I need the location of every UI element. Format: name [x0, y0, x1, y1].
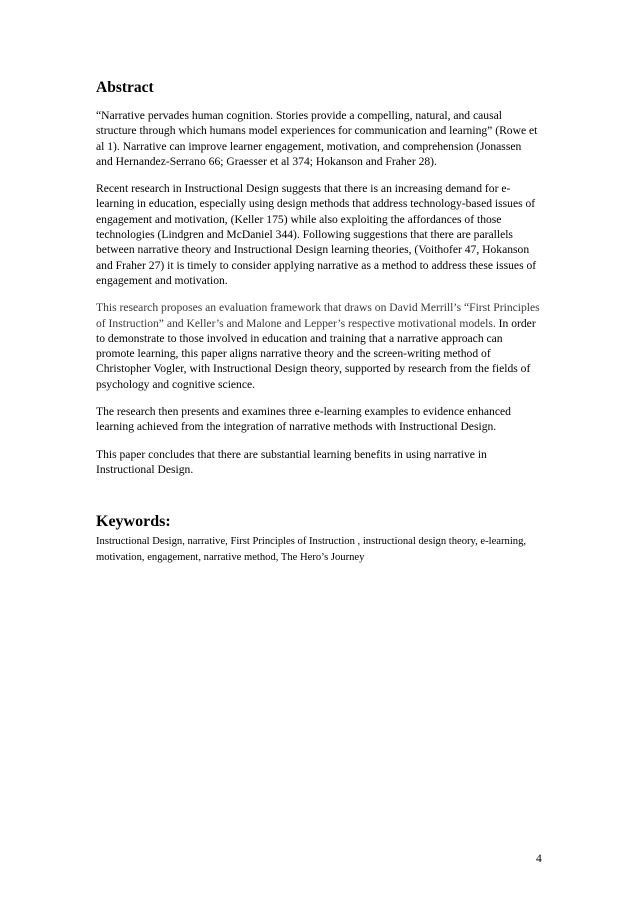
abstract-paragraph-1: “Narrative pervades human cognition. Stories provide a compelling, natural, and causal structure through which humans model experiences for communication and learning” (Rowe et al 1). Narrative can improve learner engagement, motivation, and comprehension (Jonassen and Hernandez-Serrano 66; Graesser et al 374; Hokanson and Fraher 28).: [96, 109, 538, 168]
abstract-paragraph-2: Recent research in Instructional Design suggests that there is an increasing demand for e-learning in education, especially using design methods that address technology-based issues of engagement and motivation, (Keller 175) while also exploiting the affordances of those technologies (Lindgren and McDaniel 344). Following suggestions that there are parallels between narrative theory and Instructional Design learning theories, (Voithofer 47, Hokanson and Fraher 27) it is timely to consider applying narrative as a method to address these issues of engagement and motivation.: [96, 182, 537, 287]
keywords-list: Instructional Design, narrative, First Principles of Instruction , instructional design theory, e-learning, motivation, engagement, narrative method, The Hero’s Journey: [96, 536, 527, 563]
abstract-paragraph-3-rest: In order to demonstrate to those involved in education and training that a narrative approach can promote learning, this paper aligns narrative theory and the screen-writing method of Christopher Vogler, with Instructional Design theory, supported by research from the fields of psychology and cognitive science.: [96, 316, 536, 391]
abstract-heading: Abstract: [96, 79, 154, 96]
page-content: [96, 78, 540, 565]
page-number: 4: [536, 852, 542, 865]
abstract-paragraph-5: This paper concludes that there are substantial learning benefits in using narrative in Instructional Design.: [96, 447, 487, 476]
abstract-paragraph-3-framework: This research proposes an evaluation framework that draws on David Merrill’s “First Principles of Instruction” and Keller’s and Malone and Lepper’s respective motivational models.: [96, 301, 540, 330]
abstract-paragraph-4: The research then presents and examines three e-learning examples to evidence enhanced learning achieved from the integration of narrative methods with Instructional Design.: [96, 405, 511, 434]
keywords-heading: Keywords:: [96, 513, 171, 531]
abstract-paragraph-3: [96, 300, 540, 392]
